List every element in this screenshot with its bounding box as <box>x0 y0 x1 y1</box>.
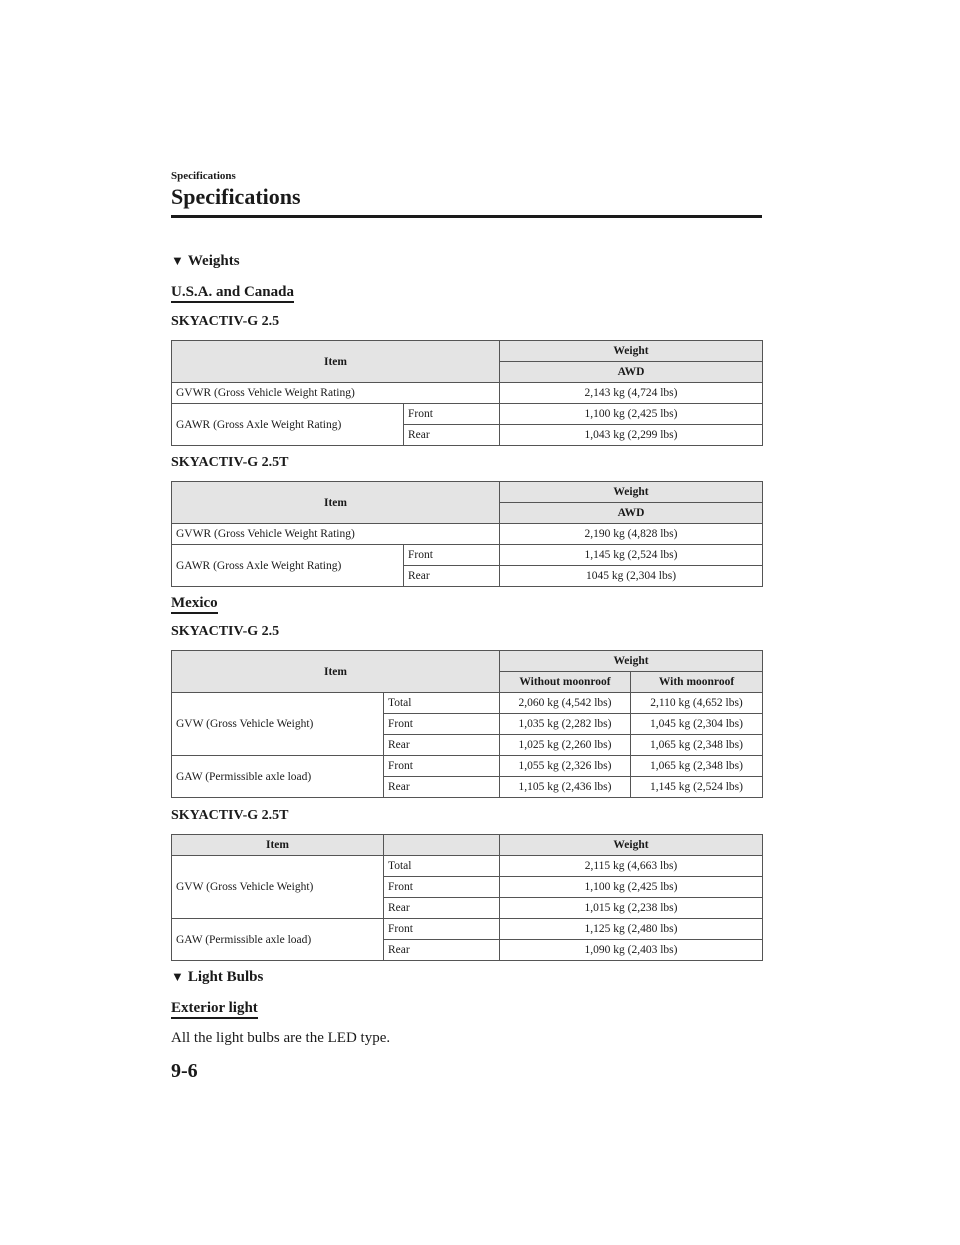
table-row <box>172 919 763 940</box>
weights-table-usa-25t <box>171 481 763 587</box>
row-value: 2,115 kg (4,663 lbs) <box>500 856 763 877</box>
section-light-bulbs-label: Light Bulbs <box>187 969 264 985</box>
subsection-exterior-light-label: Exterior light <box>171 1000 258 1019</box>
without-value: 2,060 kg (4,542 lbs) <box>500 693 631 714</box>
header-item: Item <box>172 341 500 383</box>
gaw-label: GAW (Permissible axle load) <box>172 756 384 798</box>
without-value: 1,105 kg (2,436 lbs) <box>500 777 631 798</box>
header-item: Item <box>172 651 500 693</box>
table-row <box>172 693 763 714</box>
front-value: 1,145 kg (2,524 lbs) <box>500 545 763 566</box>
row-label: Front <box>384 714 500 735</box>
rear-value: 1,043 kg (2,299 lbs) <box>500 425 763 446</box>
with-value: 1,065 kg (2,348 lbs) <box>631 756 763 777</box>
without-value: 1,055 kg (2,326 lbs) <box>500 756 631 777</box>
table-row <box>172 404 763 425</box>
header-weight: Weight <box>500 341 763 362</box>
weights-table-mexico-25t <box>171 834 763 961</box>
with-value: 1,145 kg (2,524 lbs) <box>631 777 763 798</box>
header-blank <box>384 835 500 856</box>
gvwr-value: 2,190 kg (4,828 lbs) <box>500 524 763 545</box>
header-awd: AWD <box>500 503 763 524</box>
header-weight: Weight <box>500 651 763 672</box>
table-row <box>172 545 763 566</box>
row-label: Rear <box>384 940 500 961</box>
row-value: 1,090 kg (2,403 lbs) <box>500 940 763 961</box>
rear-label: Rear <box>404 425 500 446</box>
model-title-usa-25: SKYACTIV-G 2.5 <box>171 314 280 329</box>
gvw-label: GVW (Gross Vehicle Weight) <box>172 693 384 756</box>
gaw-label: GAW (Permissible axle load) <box>172 919 384 961</box>
table-row <box>172 856 763 877</box>
gvwr-label: GVWR (Gross Vehicle Weight Rating) <box>172 524 500 545</box>
header-without-moonroof: Without moonroof <box>500 672 631 693</box>
gawr-label: GAWR (Gross Axle Weight Rating) <box>172 404 404 446</box>
header-item: Item <box>172 482 500 524</box>
model-title-usa-25t: SKYACTIV-G 2.5T <box>171 455 289 470</box>
with-value: 1,045 kg (2,304 lbs) <box>631 714 763 735</box>
section-weights-label: Weights <box>187 253 240 269</box>
subsection-mexico <box>171 595 218 612</box>
subsection-exterior-light <box>171 1000 258 1017</box>
gawr-label: GAWR (Gross Axle Weight Rating) <box>172 545 404 587</box>
triangle-down-icon: ▼ <box>171 253 184 268</box>
subsection-usa <box>171 284 294 301</box>
page-number: 9-6 <box>171 1060 198 1082</box>
row-value: 1,100 kg (2,425 lbs) <box>500 877 763 898</box>
gvwr-value: 2,143 kg (4,724 lbs) <box>500 383 763 404</box>
row-value: 1,125 kg (2,480 lbs) <box>500 919 763 940</box>
row-label: Rear <box>384 898 500 919</box>
section-light-bulbs <box>171 969 263 986</box>
header-awd: AWD <box>500 362 763 383</box>
row-label: Total <box>384 856 500 877</box>
with-value: 2,110 kg (4,652 lbs) <box>631 693 763 714</box>
subsection-mexico-label: Mexico <box>171 595 218 614</box>
gvwr-label: GVWR (Gross Vehicle Weight Rating) <box>172 383 500 404</box>
with-value: 1,065 kg (2,348 lbs) <box>631 735 763 756</box>
rear-label: Rear <box>404 566 500 587</box>
without-value: 1,035 kg (2,282 lbs) <box>500 714 631 735</box>
without-value: 1,025 kg (2,260 lbs) <box>500 735 631 756</box>
triangle-down-icon: ▼ <box>171 969 184 984</box>
row-label: Front <box>384 756 500 777</box>
section-weights <box>171 253 240 270</box>
row-value: 1,015 kg (2,238 lbs) <box>500 898 763 919</box>
running-header: Specifications <box>171 170 236 182</box>
row-label: Total <box>384 693 500 714</box>
title-rule <box>171 215 762 218</box>
gvw-label: GVW (Gross Vehicle Weight) <box>172 856 384 919</box>
model-title-mexico-25t: SKYACTIV-G 2.5T <box>171 808 289 823</box>
model-title-mexico-25: SKYACTIV-G 2.5 <box>171 624 280 639</box>
header-weight: Weight <box>500 835 763 856</box>
row-label: Front <box>384 919 500 940</box>
row-label: Rear <box>384 735 500 756</box>
table-row <box>172 383 763 404</box>
front-label: Front <box>404 404 500 425</box>
front-value: 1,100 kg (2,425 lbs) <box>500 404 763 425</box>
table-row <box>172 756 763 777</box>
row-label: Rear <box>384 777 500 798</box>
rear-value: 1045 kg (2,304 lbs) <box>500 566 763 587</box>
header-weight: Weight <box>500 482 763 503</box>
weights-table-usa-25 <box>171 340 763 446</box>
table-row <box>172 524 763 545</box>
row-label: Front <box>384 877 500 898</box>
header-with-moonroof: With moonroof <box>631 672 763 693</box>
bulbs-text: All the light bulbs are the LED type. <box>171 1030 391 1046</box>
weights-table-mexico-25 <box>171 650 763 798</box>
front-label: Front <box>404 545 500 566</box>
page-title: Specifications <box>171 184 301 209</box>
header-item: Item <box>172 835 384 856</box>
subsection-usa-label: U.S.A. and Canada <box>171 284 294 303</box>
